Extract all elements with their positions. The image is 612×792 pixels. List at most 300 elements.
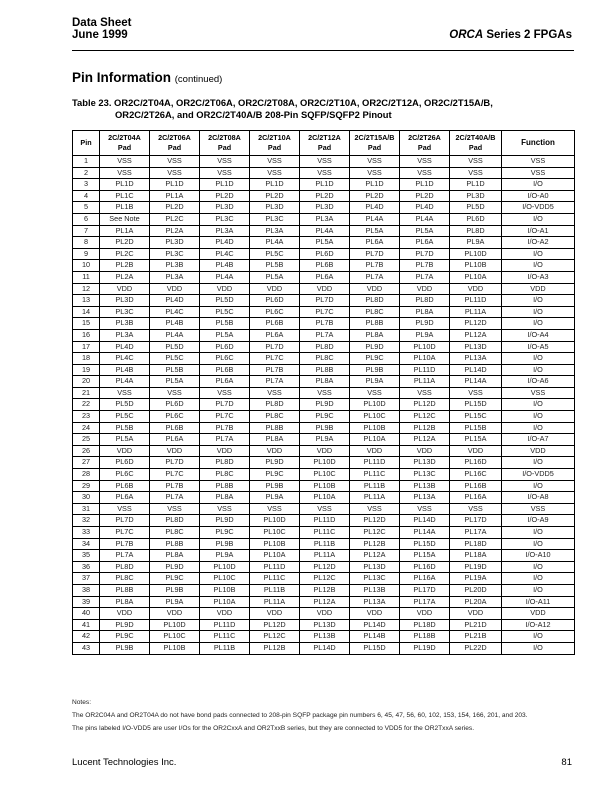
pad-cell: PL1D — [400, 179, 450, 191]
pad-cell: VSS — [200, 387, 250, 399]
pad-cell: PL8C — [350, 306, 400, 318]
pad-cell: PL6B — [100, 480, 150, 492]
table-row — [73, 457, 575, 469]
pad-cell: VDD — [100, 608, 150, 620]
function-cell: I/O-A3 — [502, 271, 575, 283]
pad-cell: PL2A — [100, 271, 150, 283]
pad-cell: VSS — [400, 503, 450, 515]
pad-cell: VSS — [300, 156, 350, 168]
column-header-line1: 2C/2T08A — [208, 133, 241, 142]
product-line: Series 2 FPGAs — [483, 29, 572, 41]
column-header — [150, 131, 200, 156]
pin-number-cell: 11 — [73, 271, 100, 283]
pad-cell: PL4D — [150, 295, 200, 307]
footer-page-number: 81 — [561, 757, 572, 768]
column-header-line2: Pad — [317, 143, 332, 152]
doc-type: Data Sheet — [72, 17, 132, 29]
pin-number-cell: 4 — [73, 190, 100, 202]
pad-cell: PL7C — [100, 527, 150, 539]
function-cell: I/O — [502, 457, 575, 469]
pad-cell: PL4A — [400, 213, 450, 225]
pad-cell: PL7C — [200, 411, 250, 423]
pad-cell: VDD — [100, 283, 150, 295]
brand-name: ORCA — [449, 29, 484, 41]
pad-cell: VSS — [150, 503, 200, 515]
function-cell: I/O-A11 — [502, 596, 575, 608]
pad-cell: PL9D — [400, 318, 450, 330]
function-cell: I/O — [502, 318, 575, 330]
pad-cell: PL13A — [350, 596, 400, 608]
pad-cell: PL9A — [250, 492, 300, 504]
pad-cell: VSS — [250, 503, 300, 515]
pad-cell: PL12A — [350, 550, 400, 562]
pad-cell: PL2C — [100, 248, 150, 260]
pad-cell: PL5A — [400, 225, 450, 237]
column-header-line2: Pad — [117, 143, 132, 152]
pad-cell: PL19D — [400, 642, 450, 654]
pad-cell: PL20D — [450, 584, 502, 596]
column-header-line1: 2C/2T06A — [158, 133, 191, 142]
pad-cell: PL10C — [200, 573, 250, 585]
pad-cell: VSS — [450, 167, 502, 179]
pad-cell: VSS — [300, 387, 350, 399]
pad-cell: PL12A — [400, 434, 450, 446]
table-row — [73, 584, 575, 596]
pad-cell: VDD — [200, 445, 250, 457]
column-header-line2: Pad — [167, 143, 182, 152]
pin-number-cell: 39 — [73, 596, 100, 608]
pad-cell: VSS — [250, 156, 300, 168]
table-row — [73, 434, 575, 446]
pad-cell: VDD — [350, 445, 400, 457]
pad-cell: PL12D — [300, 561, 350, 573]
pad-cell: VSS — [350, 167, 400, 179]
column-header — [300, 131, 350, 156]
pad-cell: PL18D — [450, 538, 502, 550]
pad-cell: PL11C — [250, 573, 300, 585]
pad-cell: VDD — [400, 283, 450, 295]
pin-number-cell: 31 — [73, 503, 100, 515]
pad-cell: VDD — [300, 283, 350, 295]
pad-cell: PL5D — [100, 399, 150, 411]
pad-cell: PL9C — [350, 353, 400, 365]
pad-cell: PL12A — [300, 596, 350, 608]
function-cell: VDD — [502, 283, 575, 295]
pad-cell: VDD — [400, 608, 450, 620]
pad-cell: PL5C — [150, 353, 200, 365]
pad-cell: PL12D — [450, 318, 502, 330]
table-row — [73, 469, 575, 481]
pad-cell: PL8A — [300, 376, 350, 388]
function-cell: I/O-A12 — [502, 619, 575, 631]
pin-number-cell: 18 — [73, 353, 100, 365]
pad-cell: PL7B — [400, 260, 450, 272]
function-cell: I/O — [502, 527, 575, 539]
pad-cell: PL13D — [300, 619, 350, 631]
pad-cell: PL14D — [450, 364, 502, 376]
pad-cell: VDD — [250, 283, 300, 295]
pad-cell: PL16A — [450, 492, 502, 504]
column-header — [450, 131, 502, 156]
function-cell: I/O — [502, 411, 575, 423]
pad-cell: PL3A — [200, 225, 250, 237]
table-row — [73, 248, 575, 260]
pad-cell: PL7A — [200, 434, 250, 446]
table-caption-line1: Table 23. OR2C/2T04A, OR2C/2T06A, OR2C/2T08A, OR2C/2T10A, OR2C/2T12A, OR2C/2T15A/B, — [72, 97, 493, 108]
pin-number-cell: 43 — [73, 642, 100, 654]
pad-cell: PL12B — [250, 642, 300, 654]
section-title-text: Pin Information — [72, 70, 171, 85]
pad-cell: PL6C — [250, 306, 300, 318]
function-cell: I/O — [502, 422, 575, 434]
pad-cell: PL6B — [300, 260, 350, 272]
column-header — [73, 131, 100, 156]
column-header — [502, 131, 575, 156]
pad-cell: PL3D — [450, 190, 502, 202]
pin-number-cell: 7 — [73, 225, 100, 237]
pad-cell: PL10B — [200, 584, 250, 596]
pad-cell: VSS — [300, 503, 350, 515]
function-cell: I/O — [502, 642, 575, 654]
pad-cell: PL1D — [450, 179, 502, 191]
pin-number-cell: 36 — [73, 561, 100, 573]
pad-cell: PL8D — [300, 341, 350, 353]
pad-cell: PL8A — [150, 550, 200, 562]
pad-cell: PL8D — [200, 457, 250, 469]
pin-number-cell: 10 — [73, 260, 100, 272]
pad-cell: PL3D — [150, 237, 200, 249]
pad-cell: PL8A — [100, 596, 150, 608]
pad-cell: PL6C — [150, 411, 200, 423]
pad-cell: PL9B — [250, 480, 300, 492]
table-row — [73, 515, 575, 527]
pad-cell: VDD — [350, 283, 400, 295]
pad-cell: VDD — [200, 608, 250, 620]
pad-cell: PL9B — [200, 538, 250, 550]
column-header-line2: Pad — [468, 143, 483, 152]
pad-cell: PL12A — [450, 329, 502, 341]
pad-cell: PL6D — [450, 213, 502, 225]
pad-cell: PL9D — [150, 561, 200, 573]
pad-cell: PL12C — [250, 631, 300, 643]
pad-cell: PL5B — [250, 260, 300, 272]
pad-cell: PL6C — [200, 353, 250, 365]
pad-cell: PL12D — [250, 619, 300, 631]
pad-cell: PL15B — [450, 422, 502, 434]
pad-cell: VSS — [250, 167, 300, 179]
pad-cell: PL7B — [250, 364, 300, 376]
pin-number-cell: 40 — [73, 608, 100, 620]
pad-cell: PL1C — [100, 190, 150, 202]
pad-cell: PL9B — [350, 364, 400, 376]
table-row — [73, 213, 575, 225]
pin-number-cell: 23 — [73, 411, 100, 423]
pad-cell: PL15D — [400, 538, 450, 550]
pad-cell: PL19D — [450, 561, 502, 573]
column-header — [250, 131, 300, 156]
pad-cell: PL5C — [200, 306, 250, 318]
pad-cell: PL10D — [400, 341, 450, 353]
pad-cell: PL7B — [100, 538, 150, 550]
pin-number-cell: 22 — [73, 399, 100, 411]
pad-cell: PL6D — [100, 457, 150, 469]
pad-cell: PL11A — [450, 306, 502, 318]
notes-heading: Notes: — [72, 699, 92, 706]
pad-cell: PL11A — [250, 596, 300, 608]
pad-cell: VSS — [350, 156, 400, 168]
function-cell: I/O-A6 — [502, 376, 575, 388]
pad-cell: PL6D — [200, 341, 250, 353]
pad-cell: VDD — [150, 283, 200, 295]
pad-cell: PL9C — [200, 527, 250, 539]
pad-cell: PL5A — [300, 237, 350, 249]
column-header-line2: Pad — [267, 143, 282, 152]
pad-cell: PL3C — [200, 213, 250, 225]
pad-cell: PL8C — [100, 573, 150, 585]
pad-cell: PL13C — [400, 469, 450, 481]
pad-cell: PL9D — [100, 619, 150, 631]
pad-cell: VSS — [450, 387, 502, 399]
pad-cell: PL7A — [100, 550, 150, 562]
pad-cell: PL3A — [250, 225, 300, 237]
pad-cell: PL8A — [350, 329, 400, 341]
pad-cell: VSS — [150, 387, 200, 399]
pad-cell: PL12B — [400, 422, 450, 434]
pad-cell: PL1D — [100, 179, 150, 191]
pad-cell: PL8A — [400, 306, 450, 318]
table-row — [73, 167, 575, 179]
pad-cell: PL3C — [250, 213, 300, 225]
table-header-row — [73, 131, 575, 156]
pad-cell: PL13A — [450, 353, 502, 365]
table-row — [73, 596, 575, 608]
pad-cell: PL11B — [350, 480, 400, 492]
table-row — [73, 445, 575, 457]
pad-cell: VDD — [400, 445, 450, 457]
pad-cell: PL9C — [150, 573, 200, 585]
pad-cell: PL3C — [150, 248, 200, 260]
pad-cell: PL9C — [250, 469, 300, 481]
pad-cell: PL5A — [350, 225, 400, 237]
pad-cell: VDD — [150, 608, 200, 620]
function-cell: VSS — [502, 167, 575, 179]
function-cell: I/O-A4 — [502, 329, 575, 341]
pad-cell: PL13B — [350, 584, 400, 596]
pad-cell: VSS — [250, 387, 300, 399]
pad-cell: PL13D — [450, 341, 502, 353]
function-cell: I/O-VDD5 — [502, 202, 575, 214]
function-cell: I/O-A0 — [502, 190, 575, 202]
header-rule — [72, 50, 574, 51]
pin-number-cell: 35 — [73, 550, 100, 562]
pad-cell: PL5A — [250, 271, 300, 283]
pin-number-cell: 12 — [73, 283, 100, 295]
column-header — [100, 131, 150, 156]
pad-cell: PL9A — [350, 376, 400, 388]
pad-cell: See Note — [100, 213, 150, 225]
pad-cell: PL15C — [450, 411, 502, 423]
pad-cell: PL8D — [350, 295, 400, 307]
function-cell: I/O — [502, 480, 575, 492]
function-cell: I/O — [502, 631, 575, 643]
pinout-table — [72, 130, 575, 655]
function-cell: I/O-A1 — [502, 225, 575, 237]
pad-cell: PL10C — [150, 631, 200, 643]
document-header-left — [72, 17, 131, 41]
pad-cell: PL6A — [200, 376, 250, 388]
function-cell: VSS — [502, 503, 575, 515]
pad-cell: VDD — [450, 445, 502, 457]
pad-cell: PL4A — [200, 271, 250, 283]
table-row — [73, 190, 575, 202]
pad-cell: PL7D — [100, 515, 150, 527]
pad-cell: VSS — [100, 503, 150, 515]
pad-cell: PL21D — [450, 619, 502, 631]
pin-number-cell: 24 — [73, 422, 100, 434]
function-cell: I/O — [502, 561, 575, 573]
pad-cell: VSS — [450, 503, 502, 515]
pad-cell: PL2D — [250, 190, 300, 202]
pad-cell: PL8C — [300, 353, 350, 365]
pad-cell: PL15D — [450, 399, 502, 411]
table-row — [73, 376, 575, 388]
table-notes — [72, 698, 577, 737]
pad-cell: PL10A — [450, 271, 502, 283]
pad-cell: PL9A — [400, 329, 450, 341]
pin-number-cell: 9 — [73, 248, 100, 260]
pad-cell: PL10A — [200, 596, 250, 608]
pad-cell: PL9C — [100, 631, 150, 643]
pin-number-cell: 19 — [73, 364, 100, 376]
pad-cell: PL7D — [350, 248, 400, 260]
pad-cell: PL11C — [200, 631, 250, 643]
pad-cell: PL9B — [300, 422, 350, 434]
pad-cell: PL7C — [300, 306, 350, 318]
pin-number-cell: 3 — [73, 179, 100, 191]
pin-number-cell: 38 — [73, 584, 100, 596]
pad-cell: PL13B — [300, 631, 350, 643]
pin-number-cell: 41 — [73, 619, 100, 631]
pad-cell: PL9A — [200, 550, 250, 562]
pin-number-cell: 21 — [73, 387, 100, 399]
pad-cell: PL4A — [300, 225, 350, 237]
footer-company: Lucent Technologies Inc. — [72, 757, 177, 768]
pin-number-cell: 17 — [73, 341, 100, 353]
pad-cell: PL3A — [150, 271, 200, 283]
pad-cell: PL10A — [400, 353, 450, 365]
pin-number-cell: 33 — [73, 527, 100, 539]
pad-cell: PL16C — [450, 469, 502, 481]
pad-cell: PL11D — [200, 619, 250, 631]
table-row — [73, 608, 575, 620]
pin-number-cell: 6 — [73, 213, 100, 225]
table-caption-line2: OR2C/2T26A, and OR2C/2T40A/B 208-Pin SQFP/SQFP2 Pinout — [115, 109, 392, 120]
pad-cell: PL7A — [400, 271, 450, 283]
pin-number-cell: 29 — [73, 480, 100, 492]
pad-cell: PL10C — [250, 527, 300, 539]
table-row — [73, 527, 575, 539]
function-cell: I/O — [502, 260, 575, 272]
pad-cell: PL7D — [400, 248, 450, 260]
pad-cell: PL18A — [450, 550, 502, 562]
pad-cell: PL6D — [150, 399, 200, 411]
pad-cell: PL1B — [100, 202, 150, 214]
pin-number-cell: 34 — [73, 538, 100, 550]
pad-cell: PL2B — [100, 260, 150, 272]
pad-cell: PL13C — [350, 573, 400, 585]
pad-cell: PL6A — [300, 271, 350, 283]
pad-cell: PL8D — [400, 295, 450, 307]
pad-cell: PL7B — [200, 422, 250, 434]
pad-cell: VSS — [400, 167, 450, 179]
pin-number-cell: 5 — [73, 202, 100, 214]
pad-cell: PL10A — [350, 434, 400, 446]
document-header-right — [449, 29, 572, 41]
pad-cell: PL12D — [400, 399, 450, 411]
table-row — [73, 642, 575, 654]
pin-number-cell: 42 — [73, 631, 100, 643]
pad-cell: VSS — [450, 156, 502, 168]
pad-cell: PL9B — [150, 584, 200, 596]
pad-cell: PL4A — [100, 376, 150, 388]
table-caption — [72, 97, 493, 121]
pad-cell: VSS — [100, 167, 150, 179]
pad-cell: PL10C — [350, 411, 400, 423]
pad-cell: PL1D — [200, 179, 250, 191]
pad-cell: PL6D — [250, 295, 300, 307]
pad-cell: VDD — [300, 445, 350, 457]
pin-number-cell: 15 — [73, 318, 100, 330]
table-row — [73, 619, 575, 631]
pad-cell: PL6B — [200, 364, 250, 376]
pad-cell: PL9A — [450, 237, 502, 249]
pad-cell: PL7D — [250, 341, 300, 353]
pad-cell: PL9B — [100, 642, 150, 654]
pad-cell: PL17A — [400, 596, 450, 608]
pad-cell: PL11A — [300, 550, 350, 562]
pad-cell: PL5C — [100, 411, 150, 423]
pad-cell: PL2D — [150, 202, 200, 214]
pad-cell: VSS — [200, 167, 250, 179]
function-cell: I/O-A10 — [502, 550, 575, 562]
section-title — [72, 70, 222, 85]
pin-number-cell: 25 — [73, 434, 100, 446]
pad-cell: VDD — [250, 608, 300, 620]
pad-cell: PL3B — [150, 260, 200, 272]
pad-cell: VSS — [100, 387, 150, 399]
pad-cell: PL2C — [150, 213, 200, 225]
table-row — [73, 318, 575, 330]
pad-cell: PL3D — [200, 202, 250, 214]
pad-cell: PL8D — [150, 515, 200, 527]
pin-number-cell: 27 — [73, 457, 100, 469]
table-row — [73, 156, 575, 168]
function-cell: I/O-A5 — [502, 341, 575, 353]
column-header-line2: Pad — [217, 143, 232, 152]
table-row — [73, 631, 575, 643]
pad-cell: PL8B — [300, 364, 350, 376]
pad-cell: PL5D — [150, 341, 200, 353]
pin-number-cell: 8 — [73, 237, 100, 249]
pad-cell: PL4D — [200, 237, 250, 249]
pad-cell: PL10B — [150, 642, 200, 654]
function-cell: I/O-A2 — [502, 237, 575, 249]
pad-cell: PL17A — [450, 527, 502, 539]
pad-cell: PL5D — [450, 202, 502, 214]
pad-cell: PL22D — [450, 642, 502, 654]
function-cell: VSS — [502, 387, 575, 399]
section-title-suffix: (continued) — [174, 74, 223, 85]
